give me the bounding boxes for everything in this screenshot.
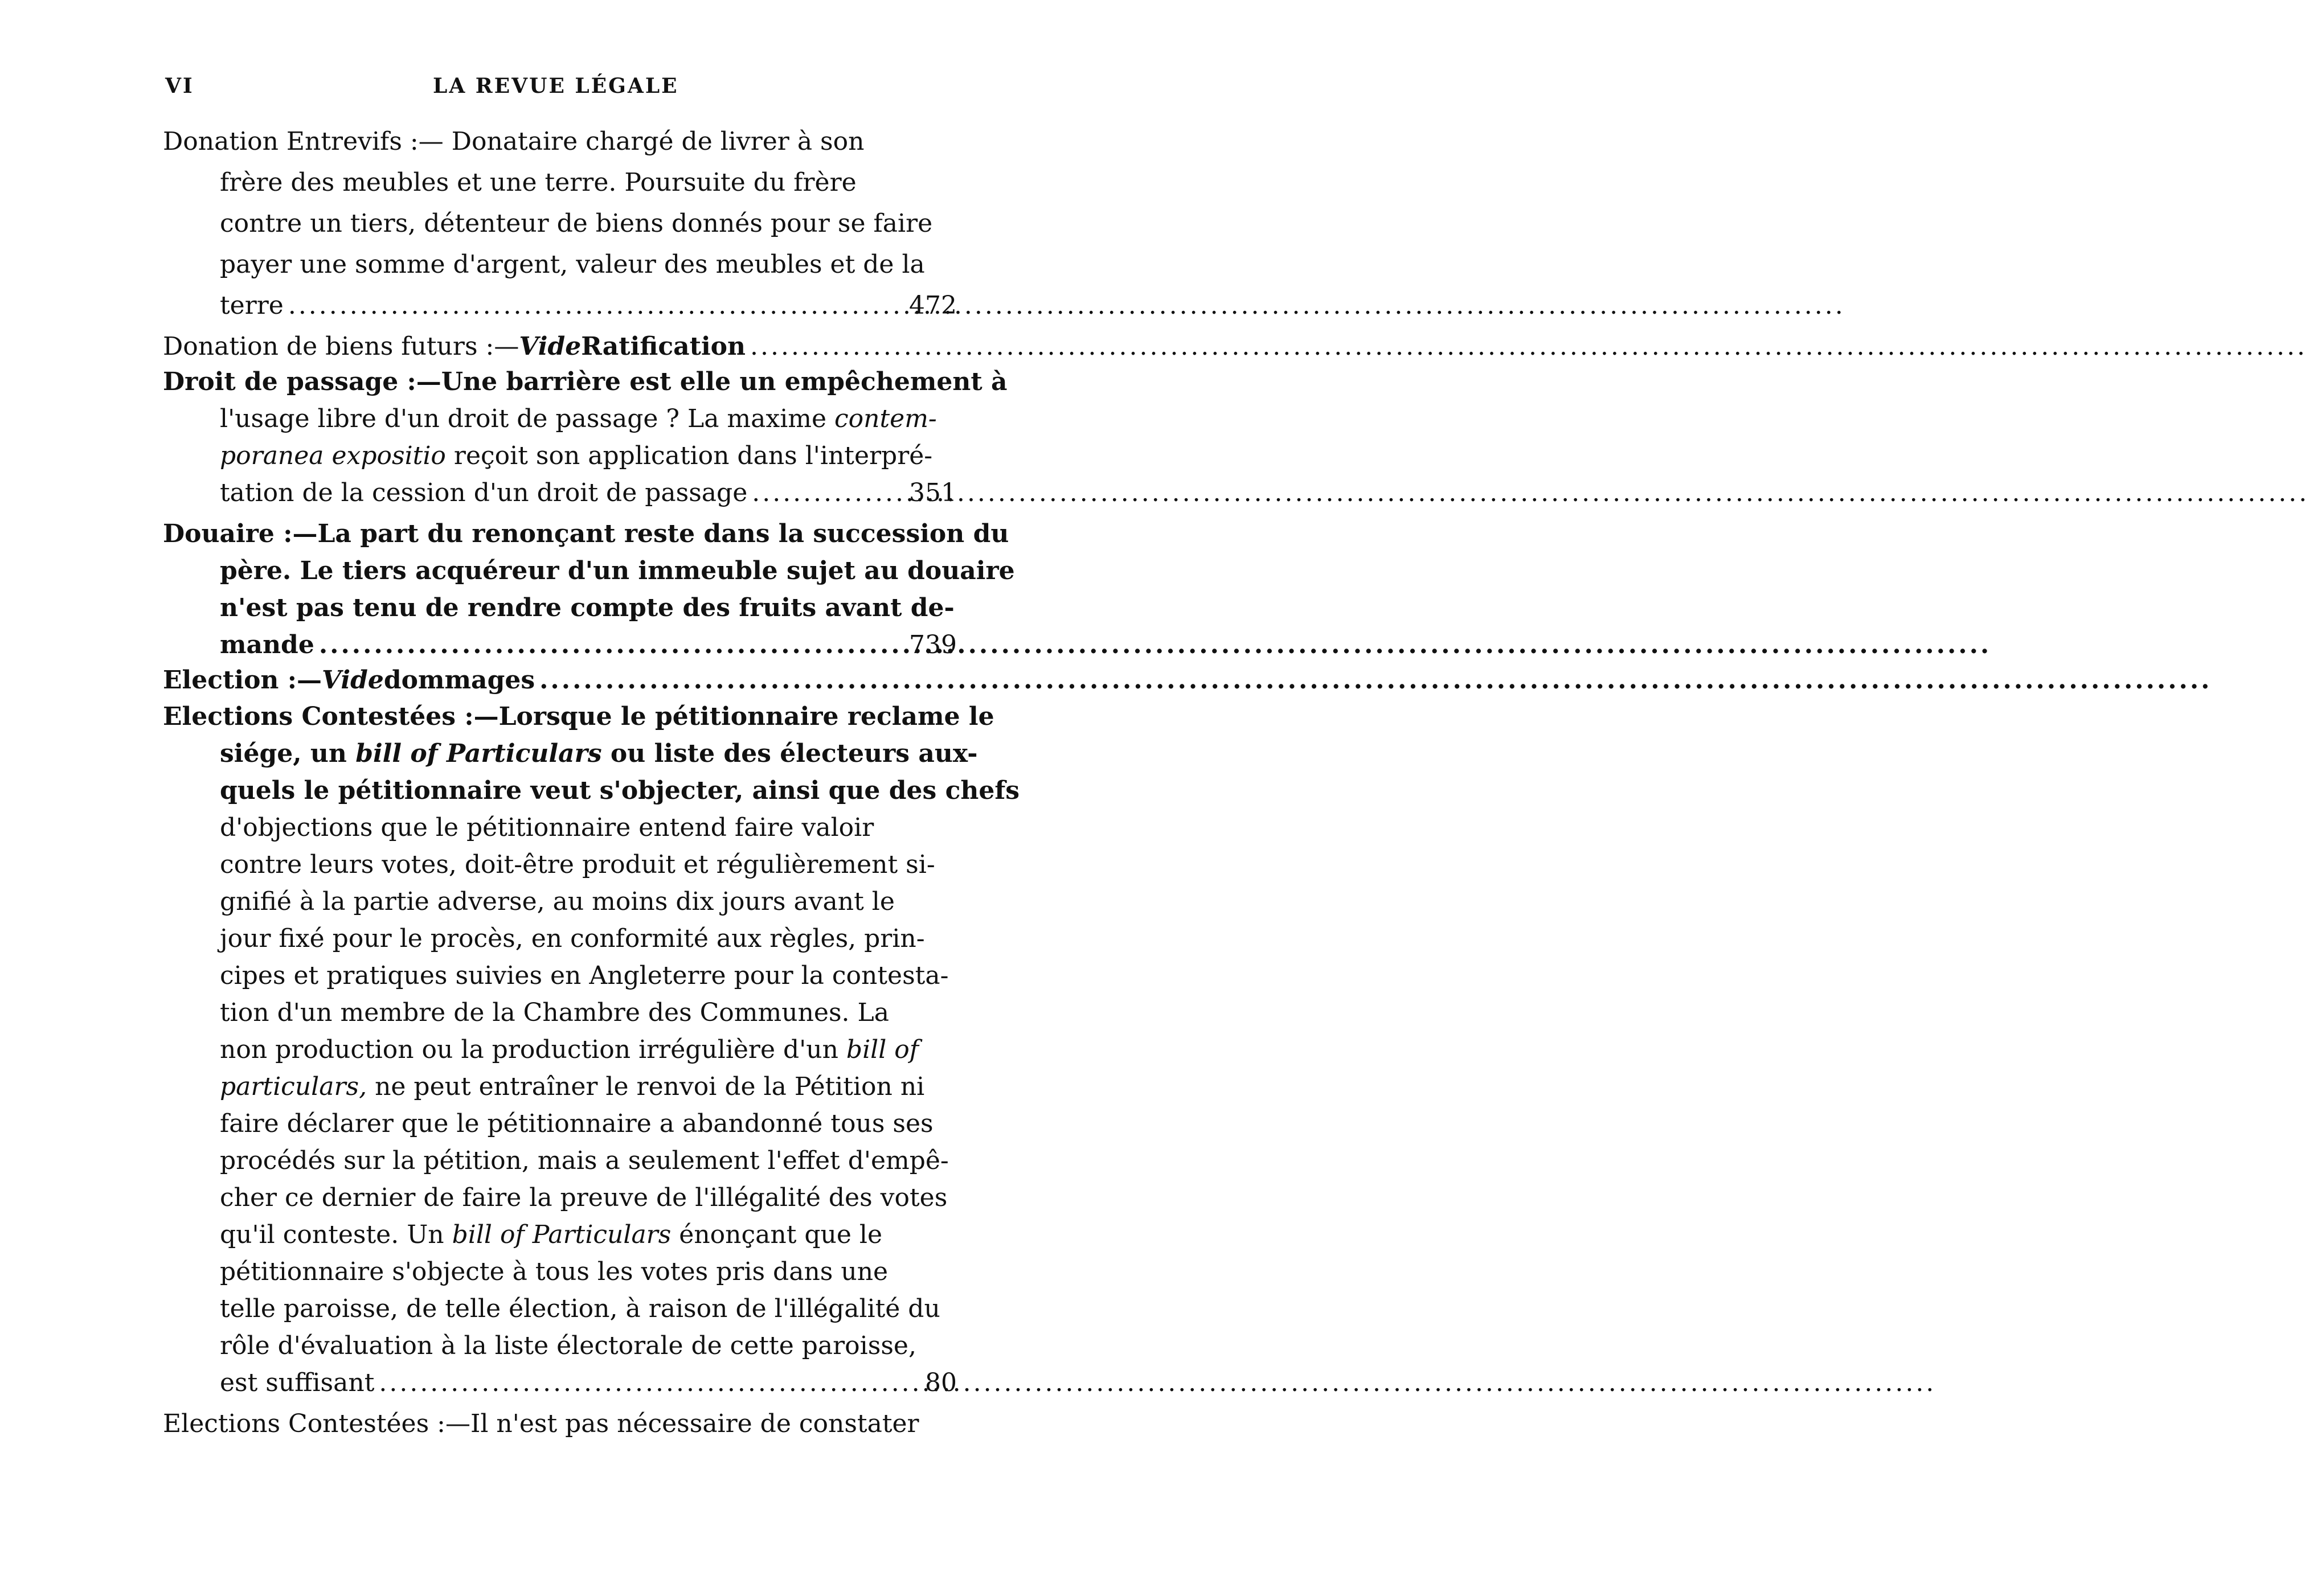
entry-text-line bbox=[220, 1069, 925, 1105]
running-head bbox=[165, 74, 963, 102]
entry-italic-text: bill of Particulars bbox=[452, 1220, 672, 1249]
entry-douaire-line-1 bbox=[163, 516, 1009, 552]
entry-text: siége, un bbox=[220, 739, 356, 768]
page-reference: 472 bbox=[909, 291, 957, 320]
entry-heading: Donation Entrevifs : bbox=[163, 127, 419, 156]
entry-text-line: payer une somme d'argent, valeur des meubles et de la bbox=[220, 250, 925, 279]
page-reference: 80 bbox=[925, 1368, 957, 1397]
entry-text-line: jour fixé pour le procès, en conformité aux règles, prin- bbox=[220, 924, 925, 953]
entry-italic-text: bill of Particulars bbox=[355, 739, 602, 768]
entry-text: mande bbox=[220, 630, 314, 659]
entry-text-line bbox=[220, 1217, 892, 1253]
dot-leader bbox=[288, 288, 1845, 323]
entry-last-line bbox=[220, 627, 892, 663]
entry-text: est suffisant bbox=[220, 1368, 375, 1397]
entry-text-line: gnifié à la partie adverse, au moins dix jours avant le bbox=[220, 887, 895, 916]
entry-text-line: quels le pétitionnaire veut s'objecter, ainsi que des chefs bbox=[220, 776, 1020, 805]
entry-election bbox=[163, 663, 892, 698]
entry-text-line: contre leurs votes, doit-être produit et régulièrement si- bbox=[220, 850, 935, 879]
entry-text-line bbox=[220, 736, 978, 772]
entry-text-line bbox=[220, 401, 937, 437]
entry-text-line: tion d'un membre de la Chambre des Communes. La bbox=[220, 998, 889, 1027]
entry-last-line bbox=[220, 288, 892, 323]
entry-text-line: cher ce dernier de faire la preuve de l'illégalité des votes bbox=[220, 1183, 948, 1212]
entry-text: —Une barrière est elle un empêchement à bbox=[416, 367, 1008, 396]
entry-text: — bbox=[494, 332, 519, 361]
entry-text: —Lorsque le pétitionnaire reclame le bbox=[473, 702, 994, 731]
entry-text-line: d'objections que le pétitionnaire entend faire valoir bbox=[220, 813, 874, 842]
entry-italic-text: bill of bbox=[846, 1035, 919, 1064]
entry-text-line: frère des meubles et une terre. Poursuite du frère bbox=[220, 168, 857, 197]
entry-text-line: n'est pas tenu de rendre compte des fruits avant de- bbox=[220, 593, 955, 622]
entry-text: qu'il conteste. Un bbox=[220, 1220, 452, 1249]
entry-text: — Donataire chargé de livrer à son bbox=[418, 127, 865, 156]
entry-text: non production ou la production irrégulière d'un bbox=[220, 1035, 846, 1064]
entry-text-line: pétitionnaire s'objecte à tous les votes pris dans une bbox=[220, 1257, 889, 1286]
entry-text-line: contre un tiers, détenteur de biens donnés pour se faire bbox=[220, 209, 933, 238]
entry-text-line: rôle d'évaluation à la liste électorale de cette paroisse, bbox=[220, 1331, 916, 1360]
entry-text-line: procédés sur la pétition, mais a seulement l'effet d'empê- bbox=[220, 1146, 949, 1175]
vide-label: Vide bbox=[519, 332, 582, 361]
entry-heading: Donation de biens futurs : bbox=[163, 332, 494, 361]
dot-leader bbox=[752, 475, 2309, 511]
entry-text-line: père. Le tiers acquéreur d'un immeuble sujet au douaire bbox=[220, 556, 1015, 585]
page-folio: VI bbox=[165, 74, 194, 98]
entry-heading: Elections Contestées : bbox=[163, 702, 474, 731]
entry-donation-entrevifs-line-1 bbox=[163, 124, 865, 159]
page-reference: 351 bbox=[909, 478, 957, 507]
entry-text-line bbox=[220, 1032, 919, 1068]
entry-text: énonçant que le bbox=[671, 1220, 883, 1249]
page bbox=[0, 0, 1060, 1596]
entry-text: dommages bbox=[383, 666, 535, 695]
dot-leader bbox=[539, 663, 2212, 698]
entry-last-line bbox=[220, 1365, 892, 1401]
running-title: LA REVUE LÉGALE bbox=[433, 74, 679, 98]
dot-leader bbox=[319, 627, 1991, 663]
entry-text-line: cipes et pratiques suivies en Angleterre pour la contesta- bbox=[220, 961, 949, 990]
entry-text-line: telle paroisse, de telle élection, à raison de l'illégalité du bbox=[220, 1294, 940, 1323]
entry-text: — bbox=[296, 666, 322, 695]
dot-leader bbox=[750, 329, 2307, 364]
entry-italic-text: particulars, bbox=[220, 1072, 367, 1101]
entry-text: tation de la cession d'un droit de passage bbox=[220, 478, 748, 507]
vide-label: Vide bbox=[321, 666, 384, 695]
entry-donation-biens-futurs bbox=[163, 329, 892, 364]
page-reference: 739 bbox=[909, 630, 957, 659]
entry-heading: Elections Contestées : bbox=[163, 1409, 445, 1438]
entry-heading: Droit de passage : bbox=[163, 367, 416, 396]
entry-text: ou liste des électeurs aux- bbox=[601, 739, 978, 768]
entry-text: reçoit son application dans l'interpré- bbox=[445, 441, 933, 470]
entry-heading: Douaire : bbox=[163, 519, 293, 548]
entry-text: Ratification bbox=[581, 332, 746, 361]
entry-text: l'usage libre d'un droit de passage ? La maxime bbox=[220, 404, 835, 433]
entry-elections-contestees-2 bbox=[163, 1406, 919, 1442]
dot-leader bbox=[379, 1365, 1936, 1401]
entry-text: terre bbox=[220, 291, 284, 320]
entry-text: ne peut entraîner le renvoi de la Pétition ni bbox=[367, 1072, 925, 1101]
entry-text: —La part du renonçant reste dans la succession du bbox=[292, 519, 1009, 548]
entry-text: —Il n'est pas nécessaire de constater bbox=[445, 1409, 919, 1438]
entry-text-line bbox=[220, 438, 933, 474]
entry-italic-text: contem- bbox=[834, 404, 937, 433]
entry-elections-contestees-line-1 bbox=[163, 699, 994, 735]
entry-italic-text: poranea expositio bbox=[220, 441, 446, 470]
entry-text-line: faire déclarer que le pétitionnaire a abandonné tous ses bbox=[220, 1109, 934, 1138]
entry-droit-de-passage-line-1 bbox=[163, 364, 1008, 400]
entry-heading: Election : bbox=[163, 666, 297, 695]
entry-last-line bbox=[220, 475, 892, 511]
